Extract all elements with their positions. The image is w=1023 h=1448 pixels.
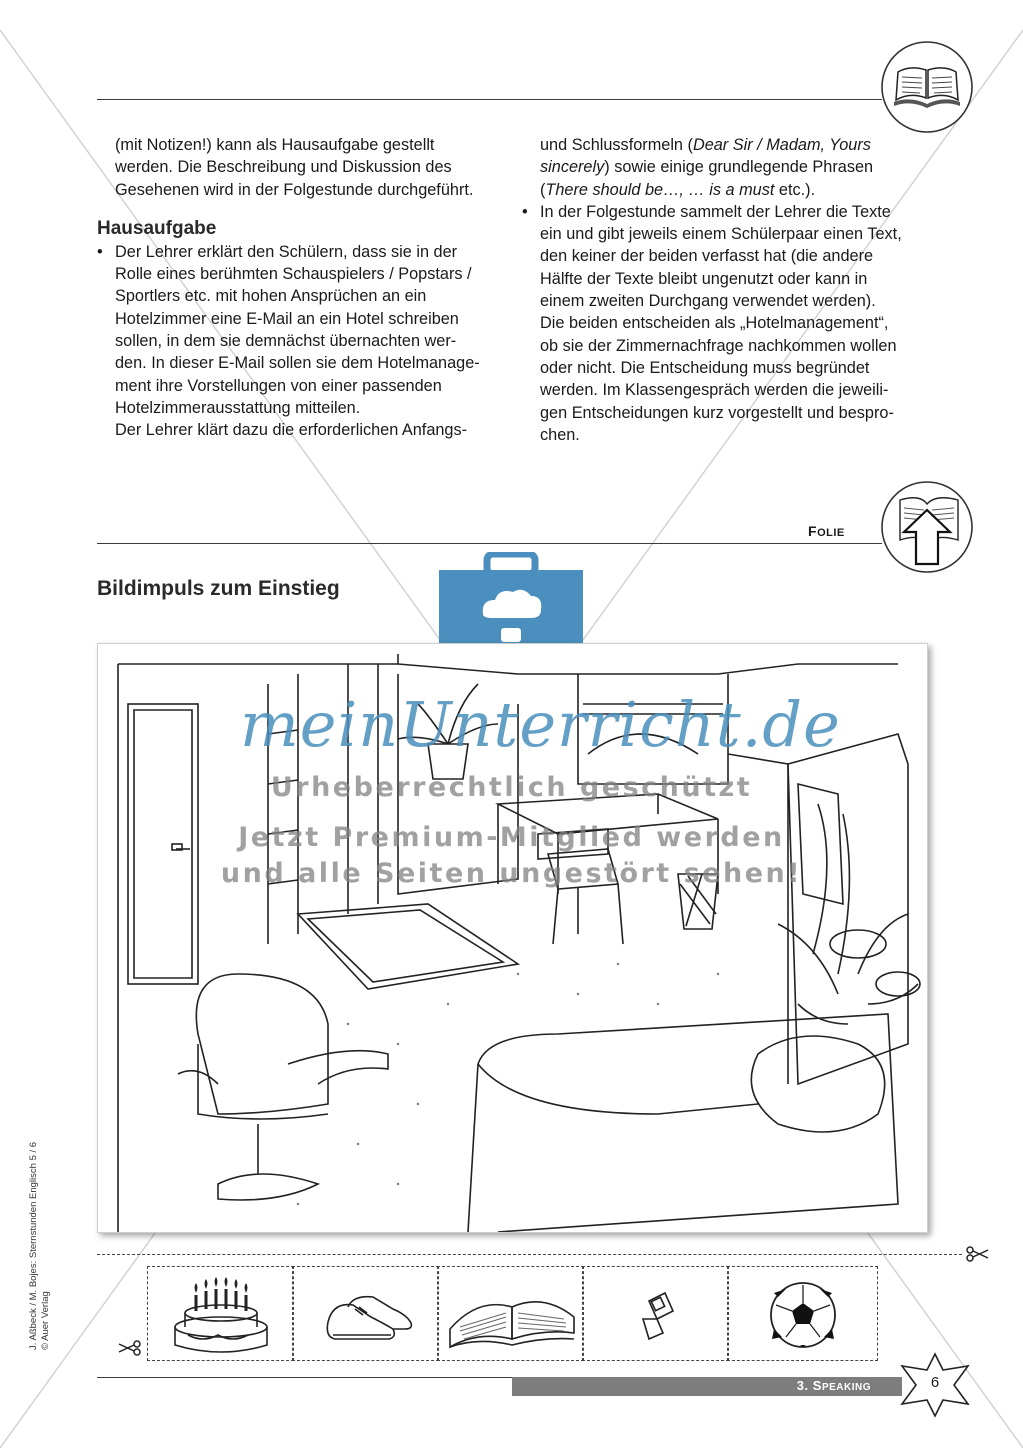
bullet-line: Die beiden entscheiden als „Hotelmanagement“, <box>540 314 889 333</box>
chapter-initial: S <box>812 1378 822 1393</box>
cutout-cell <box>147 1266 294 1361</box>
bullet-line: Rolle eines berühmten Schauspielers / Popstars / <box>115 265 472 284</box>
bullet-line: den keiner der beiden verfasst hat (die andere <box>540 247 874 266</box>
cutout-cell <box>437 1266 584 1361</box>
cutout-cell <box>292 1266 439 1361</box>
homework-bullet <box>97 241 505 263</box>
text-run: ) sowie einige grundlegende Phrasen <box>604 158 874 177</box>
birthday-cake-icon <box>148 1267 295 1362</box>
transparency-icon <box>880 480 974 574</box>
text-run: etc.). <box>774 180 816 199</box>
bullet-line: werden. Im Klassengespräch werden die jeweili- <box>540 381 889 400</box>
bullet-line: Der Lehrer erklärt den Schülern, dass sie in der <box>115 242 458 261</box>
bullet-line: gen Entscheidungen kurz vorgestellt und bespro- <box>540 403 894 422</box>
bullet-line: Hälfte der Texte bleibt ungenutzt oder kann in <box>540 269 868 288</box>
bullet-line: In der Folgestunde sammelt der Lehrer die Texte <box>540 202 891 221</box>
bullet-line: Hotelzimmer eine E-Mail an ein Hotel schreiben <box>115 309 459 328</box>
chapter-number: 3. <box>796 1378 813 1393</box>
italic-run: sincerely <box>540 158 605 177</box>
scissors-icon <box>117 1340 141 1356</box>
label-initial: F <box>808 523 818 539</box>
watermark-brand: meinUnterricht.de <box>240 688 841 761</box>
football-icon <box>728 1267 879 1362</box>
intro-line: werden. Die Beschreibung und Diskussion des <box>115 158 452 177</box>
bullet-line: Der Lehrer klärt dazu die erforderlichen Anfangs- <box>115 421 468 440</box>
homework-heading: Hausaufgabe <box>97 217 217 239</box>
intro-line: Gesehenen wird in der Folgestunde durchgeführt. <box>115 180 474 199</box>
italic-run: There should be…, … is a must <box>545 180 775 199</box>
sneakers-icon <box>293 1267 440 1362</box>
bullet-line: einem zweiten Durchgang verwendet werden). <box>540 292 876 311</box>
credit-line: J. Aßbeck / M. Bojes: Sternstunden Englisch 5 / 6 <box>28 1141 39 1350</box>
publisher-credit <box>28 1110 88 1350</box>
cutout-row <box>147 1266 880 1363</box>
cutout-cell <box>582 1266 729 1361</box>
cutout-cell <box>727 1266 878 1361</box>
section-title: Bildimpuls zum Einstieg <box>97 577 340 600</box>
bullet-line: Hotelzimmerausstattung mitteilen. <box>115 398 361 417</box>
bullet-line: oder nicht. Die Entscheidung muss begründet <box>540 358 870 377</box>
italic-run: Dear Sir / Madam, Yours <box>692 136 871 154</box>
bullet-line: chen. <box>540 425 580 444</box>
open-book-icon <box>438 1267 585 1362</box>
watermark-line-3: und alle Seiten ungestört sehen! <box>220 858 803 889</box>
formula-line <box>540 156 930 178</box>
watermark-line-1: Urheberrechtlich geschützt <box>270 772 753 803</box>
section-label-folie <box>808 523 845 539</box>
followup-bullet <box>522 201 930 223</box>
chapter-rest: PEAKING <box>821 1382 871 1393</box>
bullet-line: sollen, in dem sie demnächst übernachten wer- <box>115 332 457 351</box>
footer-rule <box>97 1377 512 1378</box>
left-column <box>97 134 505 442</box>
book-icon <box>880 40 974 134</box>
text-run: ( <box>540 180 546 199</box>
watermark-line-2: Jetzt Premium-Mitglied werden <box>238 822 785 853</box>
mobile-phone-icon <box>583 1267 730 1362</box>
chapter-label <box>797 1378 871 1393</box>
formula-line <box>540 134 930 156</box>
intro-line: (mit Notizen!) kann als Hausaufgabe gestellt <box>115 136 435 154</box>
formula-line <box>540 179 930 201</box>
bullet-line: ein und gibt jeweils einem Schülerpaar einen Text, <box>540 225 902 244</box>
scissors-icon <box>966 1246 990 1262</box>
bullet-line: ment ihre Vorstellungen von einer passenden <box>115 376 442 395</box>
top-rule <box>97 99 882 100</box>
section-rule <box>97 543 882 544</box>
text-run: und Schlussformeln ( <box>540 136 693 154</box>
right-column <box>540 134 930 446</box>
label-rest: OLIE <box>817 527 845 539</box>
bullet-line: ob sie der Zimmernachfrage nachkommen wollen <box>540 336 897 355</box>
bullet-line: Sportlers etc. mit hohen Ansprüchen an ein <box>115 287 427 306</box>
cut-line <box>97 1254 962 1255</box>
page-number: 6 <box>930 1374 940 1391</box>
credit-line: © Auer Verlag <box>40 1291 51 1350</box>
bullet-line: den. In dieser E-Mail sollen sie dem Hotelmanage- <box>115 354 480 373</box>
